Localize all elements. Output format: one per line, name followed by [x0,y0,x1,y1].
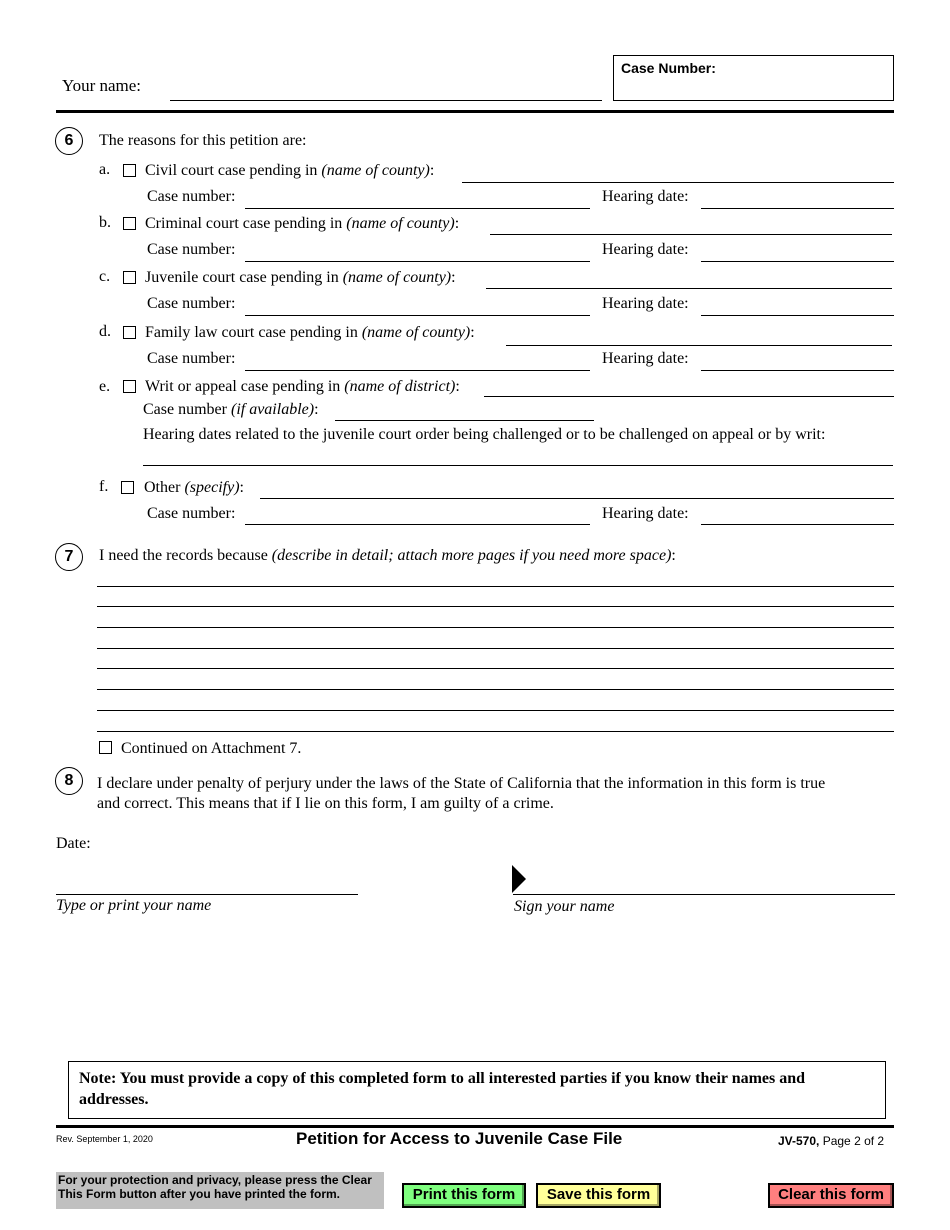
item-c-county-input[interactable] [486,288,892,289]
item-b-letter: b. [99,214,111,231]
date-label: Date: [56,835,91,852]
printed-name-input[interactable] [56,894,358,895]
item-c-checkbox[interactable] [123,271,136,284]
reason-line [97,731,894,732]
revision-date: Rev. September 1, 2020 [56,1134,153,1144]
item-b-case-number-label: Case number: [147,241,236,258]
item-e-case-number-label: Case number (if available): [143,401,319,418]
case-number-label: Case Number: [621,60,716,76]
case-number-box[interactable] [613,55,894,101]
form-page-info: JV-570, Page 2 of 2 [778,1134,885,1148]
item-f-hearing-date-label: Hearing date: [602,505,689,522]
header-rule [56,110,894,113]
signature-input[interactable] [513,894,895,895]
item-d-label: Family law court case pending in (name of county): [145,324,475,341]
item-f-hearing-date-input[interactable] [701,524,894,525]
item-e-label: Writ or appeal case pending in (name of district): [145,378,460,395]
section-7-reason-textarea[interactable] [97,575,894,735]
item-e-hearing-dates-input[interactable] [143,465,893,466]
item-a-case-number-input[interactable] [245,208,590,209]
item-d-case-number-label: Case number: [147,350,236,367]
item-a-checkbox[interactable] [123,164,136,177]
type-name-label: Type or print your name [56,897,212,914]
item-e-hearing-dates-label: Hearing dates related to the juvenile court order being challenged or to be challenged on appeal or by writ: [143,426,826,443]
form-title: Petition for Access to Juvenile Case File [296,1129,623,1148]
your-name-input[interactable] [170,100,602,101]
continued-attachment-checkbox[interactable] [99,741,112,754]
item-a-hearing-date-label: Hearing date: [602,188,689,205]
privacy-line-2: This Form button after you have printed the form. [58,1187,341,1201]
item-c-case-number-label: Case number: [147,295,236,312]
item-a-hearing-date-input[interactable] [701,208,894,209]
your-name-label: Your name: [62,76,142,95]
item-d-hearing-date-label: Hearing date: [602,350,689,367]
item-e-case-number-input[interactable] [335,420,594,421]
sign-name-label: Sign your name [514,898,615,915]
print-form-button[interactable]: Print this form [402,1183,526,1208]
reason-line [97,606,894,607]
section-6-title: The reasons for this petition are: [99,132,307,149]
privacy-notice [56,1172,384,1209]
footer-rule [56,1125,894,1128]
continued-attachment-label: Continued on Attachment 7. [121,740,302,757]
item-f-label: Other (specify): [144,479,244,496]
reason-line [97,627,894,628]
item-a-label: Civil court case pending in (name of county): [145,162,435,179]
section-7-prompt: I need the records because (describe in detail; attach more pages if you need more space): [99,547,676,564]
item-d-checkbox[interactable] [123,326,136,339]
reason-line [97,586,894,587]
reason-line [97,668,894,669]
item-e-checkbox[interactable] [123,380,136,393]
note-line-2: addresses. [79,1091,149,1108]
item-b-hearing-date-input[interactable] [701,261,894,262]
item-f-letter: f. [99,478,109,495]
reason-line [97,648,894,649]
save-form-button[interactable]: Save this form [536,1183,661,1208]
item-c-hearing-date-input[interactable] [701,315,894,316]
item-f-specify-input[interactable] [260,498,894,499]
item-c-letter: c. [99,268,111,285]
signature-arrow-icon [512,865,526,893]
item-b-label: Criminal court case pending in (name of county): [145,215,460,232]
reason-line [97,689,894,690]
declaration-line-2: and correct. This means that if I lie on this form, I am guilty of a crime. [97,795,554,812]
item-d-county-input[interactable] [506,345,892,346]
item-a-letter: a. [99,161,111,178]
privacy-line-1: For your protection and privacy, please press the Clear [58,1173,372,1187]
item-b-checkbox[interactable] [123,217,136,230]
item-c-case-number-input[interactable] [245,315,590,316]
note-line-1: Note: You must provide a copy of this completed form to all interested parties if you know their names and [79,1070,806,1087]
item-b-county-input[interactable] [490,234,892,235]
item-b-hearing-date-label: Hearing date: [602,241,689,258]
item-a-county-input[interactable] [462,182,894,183]
section-7-number: 7 [55,543,83,571]
item-d-case-number-input[interactable] [245,370,590,371]
item-a-case-number-label: Case number: [147,188,236,205]
section-6-number: 6 [55,127,83,155]
item-f-case-number-input[interactable] [245,524,590,525]
item-d-hearing-date-input[interactable] [701,370,894,371]
clear-form-button[interactable]: Clear this form [768,1183,894,1208]
item-f-checkbox[interactable] [121,481,134,494]
item-e-letter: e. [99,378,111,395]
item-e-district-input[interactable] [484,396,894,397]
item-f-case-number-label: Case number: [147,505,236,522]
declaration-line-1: I declare under penalty of perjury under the laws of the State of California that the information in this form is true [97,775,826,792]
item-c-hearing-date-label: Hearing date: [602,295,689,312]
section-8-number: 8 [55,767,83,795]
item-b-case-number-input[interactable] [245,261,590,262]
item-c-label: Juvenile court case pending in (name of county): [145,269,456,286]
item-d-letter: d. [99,323,111,340]
note-box [68,1061,886,1119]
reason-line [97,710,894,711]
